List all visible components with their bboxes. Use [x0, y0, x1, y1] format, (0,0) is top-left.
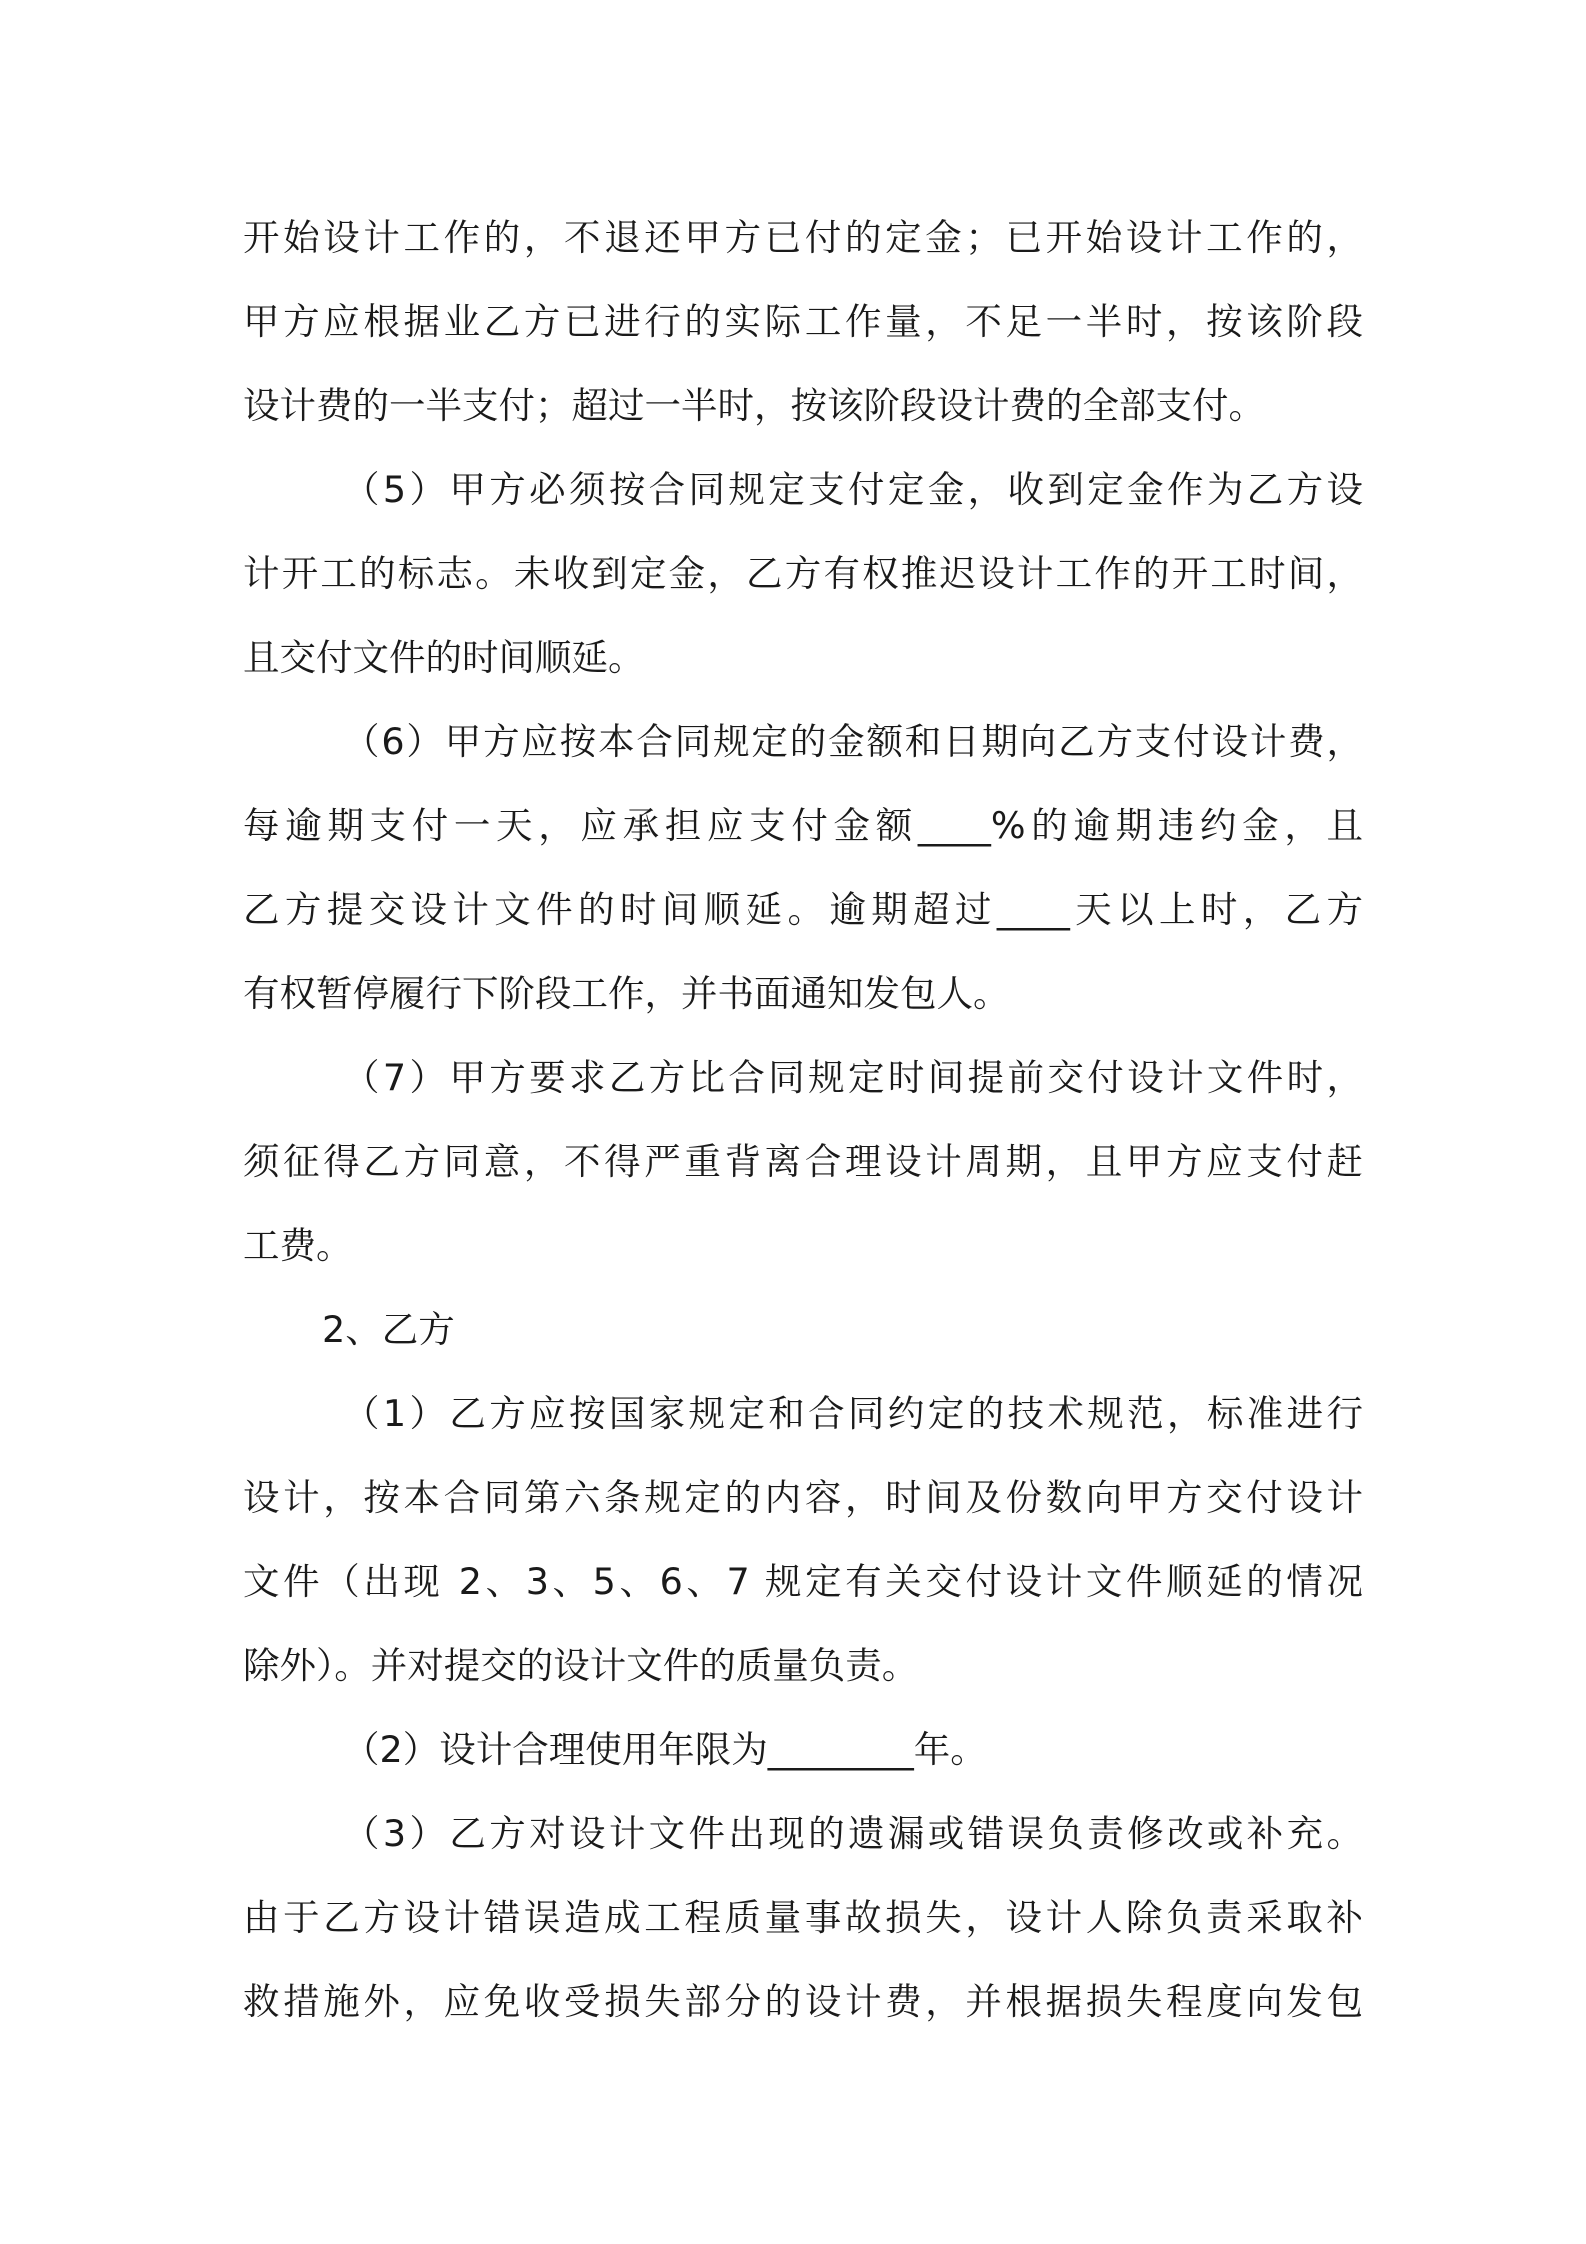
text-line: 除外）。并对提交的设计文件的质量负责。	[243, 1644, 919, 1687]
text-line: 文件（出现 2、3、5、6、7 规定有关交付设计文件顺延的情况	[243, 1560, 1363, 1603]
text-line: 每逾期支付一天，应承担应支付金额____%的逾期违约金，且	[243, 804, 1363, 847]
text-line: （1）乙方应按国家规定和合同约定的技术规范，标准进行	[343, 1392, 1363, 1435]
text-line: （3）乙方对设计文件出现的遗漏或错误负责修改或补充。	[343, 1812, 1363, 1855]
text-line: 乙方提交设计文件的时间顺延。逾期超过____天以上时，乙方	[243, 888, 1363, 931]
text-line: 设计，按本合同第六条规定的内容，时间及份数向甲方交付设计	[243, 1476, 1363, 1519]
text-line: 且交付文件的时间顺延。	[243, 636, 645, 679]
contract-body	[243, 196, 1363, 2044]
text-line: 计开工的标志。未收到定金，乙方有权推迟设计工作的开工时间，	[243, 552, 1363, 595]
text-line: （2）设计合理使用年限为________年。	[343, 1728, 987, 1771]
text-line: 有权暂停履行下阶段工作，并书面通知发包人。	[243, 972, 1010, 1015]
text-line: 须征得乙方同意，不得严重背离合理设计周期，且甲方应支付赶	[243, 1140, 1363, 1183]
text-line: （7）甲方要求乙方比合同规定时间提前交付设计文件时，	[343, 1056, 1363, 1099]
text-line: 开始设计工作的，不退还甲方已付的定金；已开始设计工作的，	[243, 216, 1363, 259]
text-line: 工费。	[243, 1224, 353, 1267]
text-line: 甲方应根据业乙方已进行的实际工作量，不足一半时，按该阶段	[243, 300, 1363, 343]
text-line: 由于乙方设计错误造成工程质量事故损失，设计人除负责采取补	[243, 1896, 1363, 1939]
text-line: 救措施外，应免收受损失部分的设计费，并根据损失程度向发包	[243, 1980, 1363, 2023]
section-heading: 2、乙方	[322, 1308, 455, 1351]
text-line: 设计费的一半支付；超过一半时，按该阶段设计费的全部支付。	[243, 384, 1265, 427]
text-line: （5）甲方必须按合同规定支付定金，收到定金作为乙方设	[343, 468, 1363, 511]
text-line: （6）甲方应按本合同规定的金额和日期向乙方支付设计费，	[343, 720, 1363, 763]
